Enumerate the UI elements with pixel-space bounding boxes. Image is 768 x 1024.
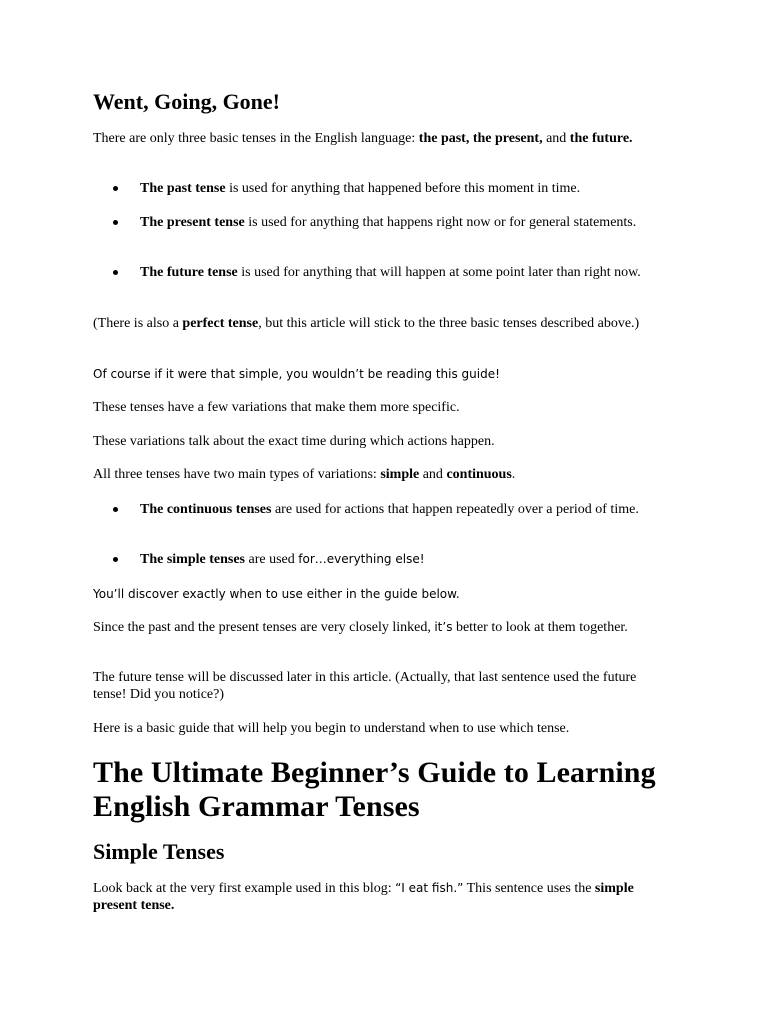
variations-paragraph-2: These variations talk about the exact time during which actions happen. <box>93 434 495 449</box>
list-item-text <box>140 501 670 518</box>
variations-bold-1: simple <box>380 467 420 482</box>
future-paragraph: The future tense will be discussed later in this article. (Actually, that last sentence used the future tense! Did you notice?) <box>93 670 637 702</box>
bullet-icon <box>113 220 118 225</box>
discover-paragraph: You’ll discover exactly when to use either in the guide below. <box>93 587 460 601</box>
look-back-quote: “I eat fish.” <box>395 881 464 895</box>
simple-line: Of course if it were that simple, you wouldn’t be reading this guide! <box>93 367 500 381</box>
list-item-rest: is used for anything that will happen at some point later than right now. <box>237 265 641 280</box>
intro-paragraph <box>93 130 653 147</box>
list-item-text <box>140 551 670 568</box>
bullet-icon <box>113 270 118 275</box>
list-item-text <box>140 180 670 197</box>
intro-mid: and <box>542 131 570 146</box>
list-item-rest: is used for anything that happened before this moment in time. <box>225 181 581 196</box>
look-back-pre: Look back at the very first example used in this blog: <box>93 881 396 896</box>
basic-guide-paragraph: Here is a basic guide that will help you begin to understand when to use which tense. <box>93 721 570 736</box>
list-item-text <box>140 214 670 231</box>
list-item-bold: The future tense <box>140 265 238 280</box>
guide-title: The Ultimate Beginner’s Guide to Learning English Grammar Tenses <box>93 756 656 823</box>
list-item-bold: The continuous tenses <box>140 502 272 517</box>
variations-post: . <box>511 467 516 482</box>
list-item-rest: are used <box>245 552 299 567</box>
perfect-pre: (There is also a <box>93 316 183 331</box>
intro-bold-2: the future. <box>569 131 633 146</box>
since-paragraph <box>93 619 653 636</box>
section-heading: Went, Going, Gone! <box>93 89 281 114</box>
intro-bold-1: the past, the present, <box>418 131 543 146</box>
variations-paragraph-1: These tenses have a few variations that make them more specific. <box>93 400 460 415</box>
bullet-icon <box>113 557 118 562</box>
variations-mid: and <box>419 467 447 482</box>
list-item-bold: The past tense <box>140 181 226 196</box>
look-back-paragraph <box>93 880 663 914</box>
since-serif: Since the past and the present tenses are very closely linked, <box>93 620 435 635</box>
variations-pre: All three tenses have two main types of variations: <box>93 467 381 482</box>
list-item-bold: The present tense <box>140 215 245 230</box>
intro-text: There are only three basic tenses in the English language: <box>93 131 419 146</box>
perfect-bold: perfect tense <box>182 316 259 331</box>
since-sans: it’s <box>434 620 453 634</box>
list-item-rest: are used for actions that happen repeatedly over a period of time. <box>271 502 639 517</box>
variations-bold-2: continuous <box>446 467 512 482</box>
perfect-post: , but this article will stick to the three basic tenses described above.) <box>258 316 640 331</box>
list-item-bold: The simple tenses <box>140 552 245 567</box>
look-back-post: This sentence uses the <box>463 881 595 896</box>
list-item-rest: is used for anything that happens right now or for general statements. <box>244 215 637 230</box>
list-item-text <box>140 264 670 281</box>
bullet-icon <box>113 507 118 512</box>
section-title: Simple Tenses <box>93 839 225 864</box>
bullet-icon <box>113 186 118 191</box>
variations-paragraph-3 <box>93 466 693 483</box>
since-serif-2: better to look at them together. <box>452 620 628 635</box>
perfect-paragraph <box>93 315 653 332</box>
look-back-bold: simple present tense. <box>93 881 634 913</box>
list-item-rest-sans: for…everything else! <box>298 552 425 566</box>
